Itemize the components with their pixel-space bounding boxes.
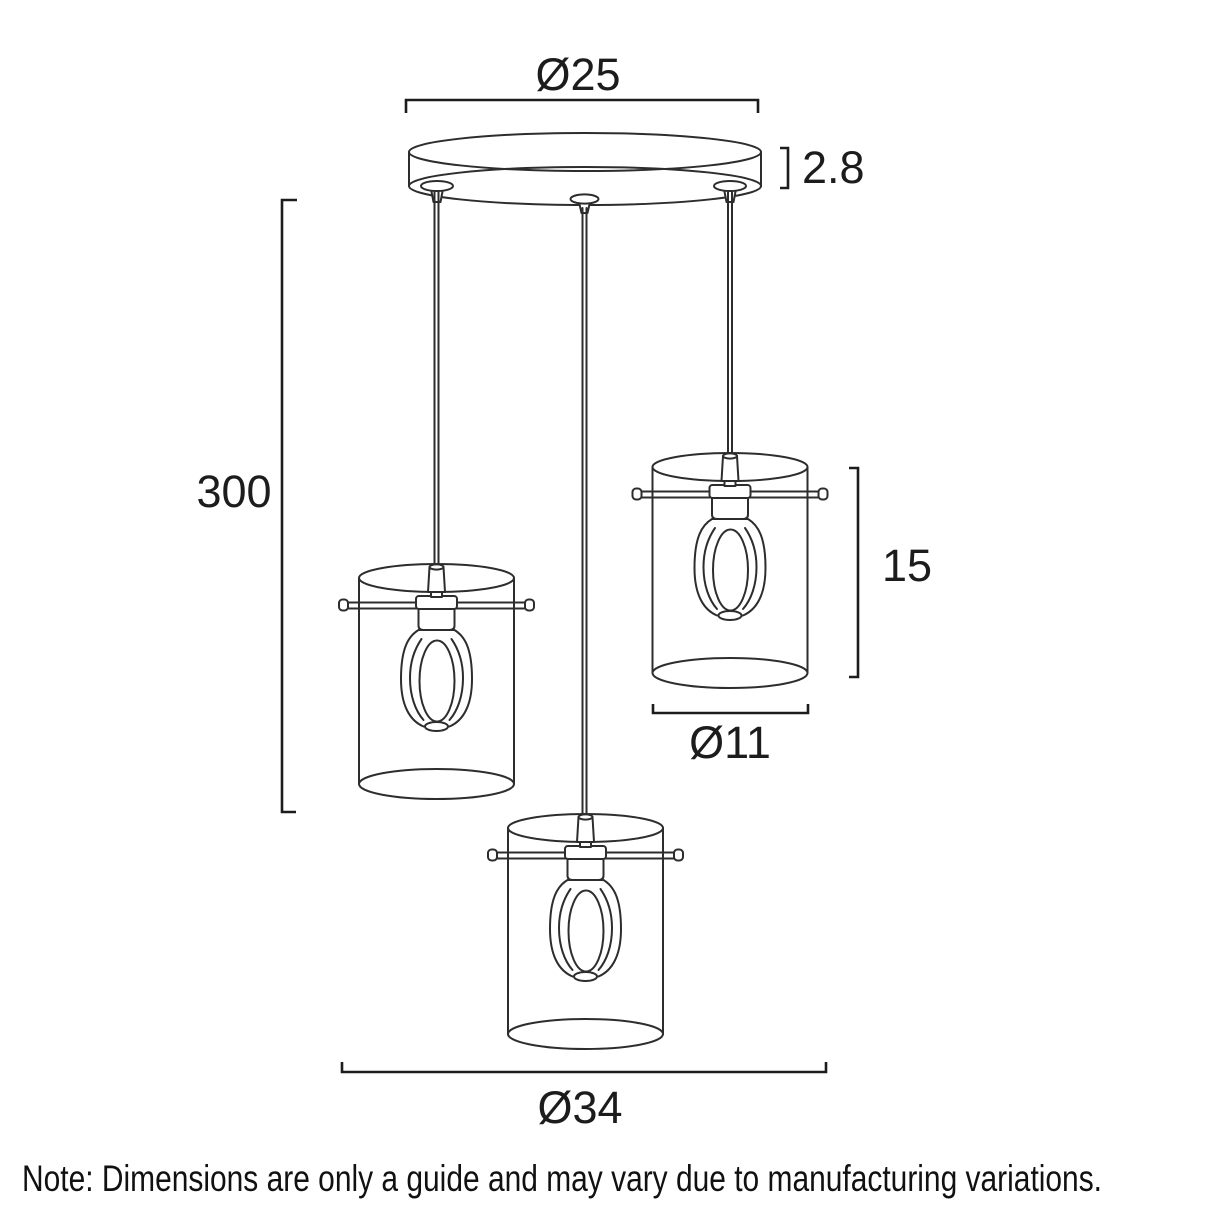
suspension-cord-middle bbox=[583, 208, 587, 820]
dimension-shade-height bbox=[849, 468, 932, 677]
suspension-cord-left bbox=[435, 192, 439, 570]
dimension-suspension-drop bbox=[196, 200, 297, 812]
dimension-canopy-thickness bbox=[780, 142, 865, 193]
suspension-drop-dimension-line bbox=[282, 200, 297, 812]
pendant-shade-bottom bbox=[488, 814, 683, 1049]
shade-diameter-dimension-line bbox=[653, 704, 808, 713]
canopy-diameter-dimension-line bbox=[406, 100, 758, 113]
canopy-diameter-label: Ø25 bbox=[535, 49, 621, 100]
cluster-spread-dimension-line bbox=[342, 1062, 826, 1072]
canopy-thickness-dimension-line bbox=[780, 148, 788, 188]
dimension-cluster-spread bbox=[342, 1062, 826, 1133]
pendant-shade-left bbox=[339, 564, 534, 799]
cord-grip-washer-right bbox=[714, 181, 746, 191]
dimension-shade-diameter bbox=[653, 704, 808, 768]
cluster-spread-label: Ø34 bbox=[537, 1082, 623, 1133]
pendant-shade-right bbox=[633, 453, 828, 688]
manufacturing-note: Note: Dimensions are only a guide and may vary due to manufacturing variations. bbox=[22, 1158, 1102, 1199]
cord-grip-washer-middle bbox=[571, 194, 599, 203]
shade-diameter-label: Ø11 bbox=[689, 717, 771, 768]
suspension-drop-label: 300 bbox=[196, 466, 272, 517]
canopy-top-rim bbox=[409, 133, 761, 171]
suspension-cord-right bbox=[728, 192, 732, 459]
cord-grip-washer-left bbox=[421, 181, 453, 191]
suspension-cords bbox=[435, 192, 733, 820]
shade-height-label: 15 bbox=[882, 540, 933, 591]
shade-height-dimension-line bbox=[849, 468, 858, 677]
canopy-thickness-label: 2.8 bbox=[802, 142, 865, 193]
dimension-canopy-diameter bbox=[406, 49, 758, 113]
